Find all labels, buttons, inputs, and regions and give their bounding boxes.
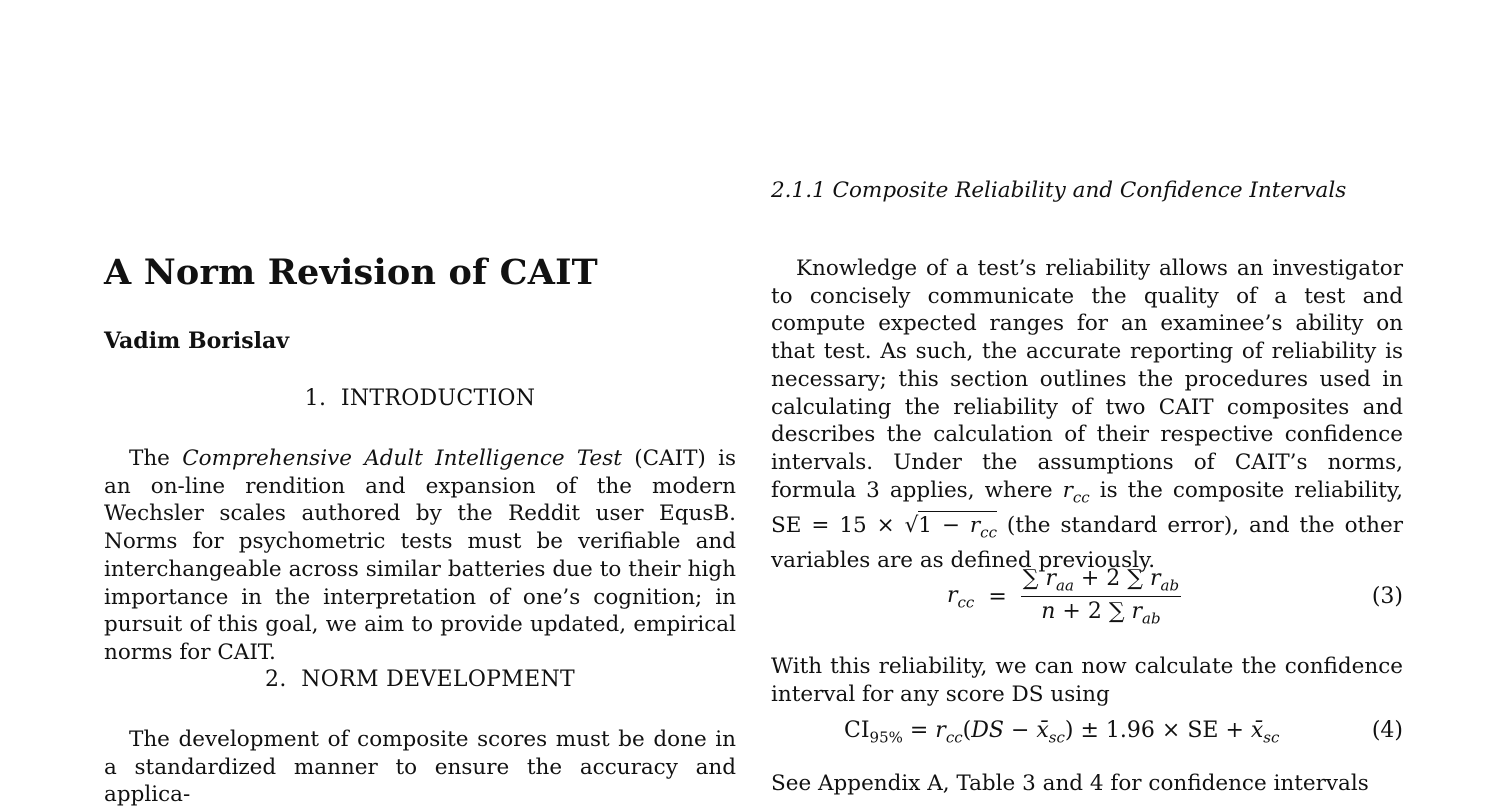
intro-lead: The [129, 446, 183, 471]
appendix-reference-line: See Appendix A, Table 3 and 4 for confidence intervals [771, 771, 1369, 796]
reliability-paragraph [771, 255, 1403, 574]
equation-3-fraction: $\frac{\sum r_{aa} + 2 \sum r_{ab}}{n + 2 \sum r_{ab}}$ [1022, 566, 1180, 628]
right-column [771, 0, 1403, 796]
section-number: 2. [265, 667, 287, 692]
section-number: 1. [304, 386, 327, 411]
section-title: INTRODUCTION [340, 386, 536, 411]
test-name-italic: Comprehensive Adult Intelligence Test [182, 446, 622, 471]
subsection-heading: 2.1.1 Composite Reliability and Confidence Intervals [771, 178, 1347, 203]
introduction-paragraph [104, 445, 736, 667]
norm-development-paragraph: The development of composite scores must be done in a standardized manner to ensure the accuracy and applica- [104, 727, 736, 808]
equation-3-body: $r_{cc}$ = $\frac{\sum r_{aa} + 2 \sum r_{ab}}{n + 2 \sum r_{ab}}$ [947, 566, 1180, 628]
composite-reliability-symbol: $r_{cc}$ [1062, 477, 1090, 506]
equation-4 [771, 718, 1403, 750]
sqrt-expression: $√1 - r_{cc}$ [904, 512, 997, 541]
section-heading-introduction [104, 386, 736, 411]
reliability-text-b: is the composite reliability, SE = 15 × [771, 477, 1403, 538]
equation-4-body: $CI_{95\%} = r_{cc}(DS$ − $x̄_{sc}) \pm 1.96$ × SE + $x̄_{sc}$ [844, 718, 1280, 747]
left-column [104, 0, 736, 808]
section-title: NORM DEVELOPMENT [301, 667, 575, 692]
paper-title: A Norm Revision of CAIT [104, 252, 598, 293]
equation-number: (3) [1371, 584, 1403, 609]
equation-3 [771, 566, 1403, 632]
author-name: Vadim Borislav [104, 328, 289, 354]
confidence-interval-paragraph: With this reliability, we can now calculate the confidence interval for any score DS using [771, 654, 1403, 707]
section-heading-norm-development [104, 667, 736, 692]
equation-number: (4) [1371, 718, 1403, 743]
reliability-text-c: (the standard error), and the other variables are as defined previously. [771, 512, 1403, 573]
intro-text: (CAIT) is an on-line rendition and expansion of the modern Wechsler scales authored by the Reddit user EqusB. Norms for psychometric tests must be verifiable and interchangeable across similar batteries due to their high importance in the interpretation of one’s cognition; in pursuit of this goal, we aim to provide updated, empirical norms for CAIT. [104, 446, 736, 665]
reliability-text-a: Knowledge of a test’s reliability allows an investigator to concisely communicate the quality of a test and compute expected ranges for an examinee’s ability on that test. As such, the accurate reporting of reliability is necessary; this section outlines the procedures used in calculating the reliability of two CAIT composites and describes the calculation of their respective confidence intervals. Under the assumptions of CAIT’s norms, formula 3 applies, where [771, 256, 1403, 503]
